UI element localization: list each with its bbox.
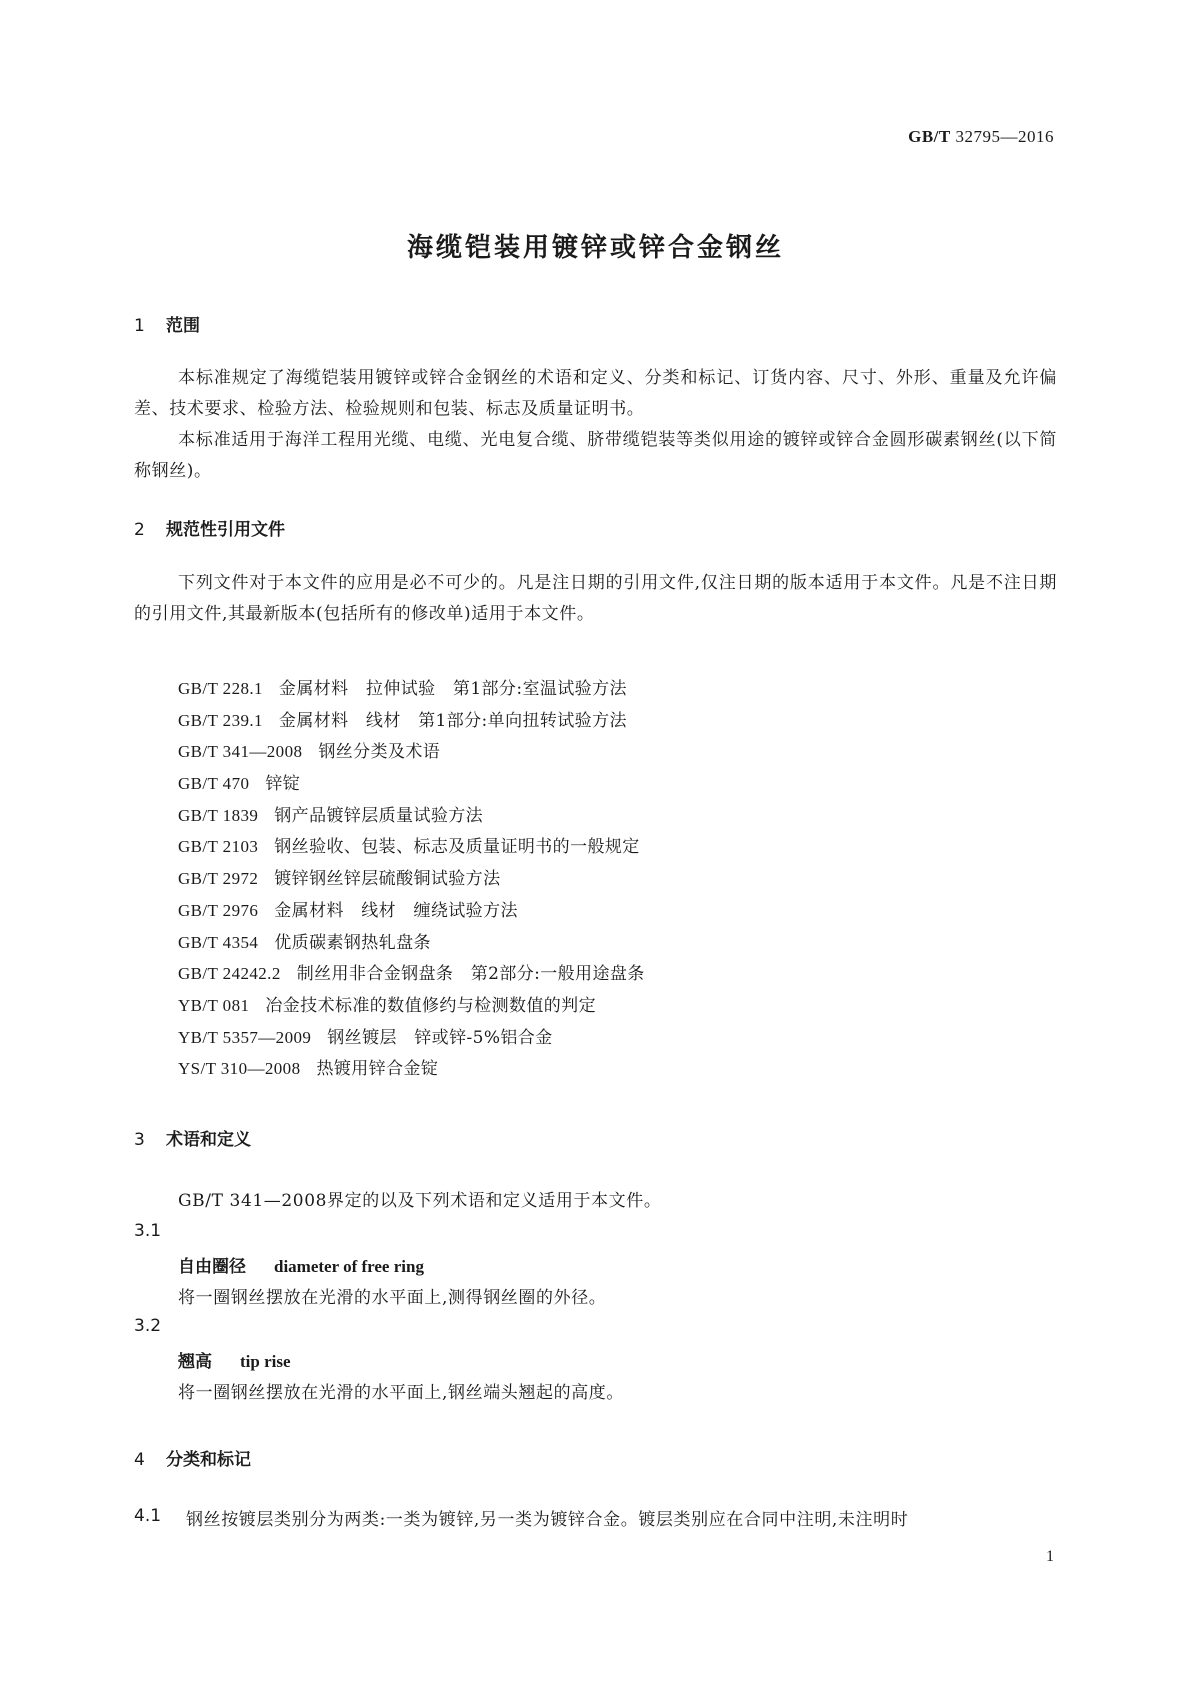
- reference-item: [178, 800, 645, 832]
- term-english: tip rise: [240, 1352, 291, 1371]
- reference-title: 镀锌钢丝锌层硫酸铜试验方法: [274, 869, 501, 890]
- term-heading: [178, 1252, 424, 1277]
- term-number: 3.1: [134, 1221, 162, 1241]
- term-chinese: 自由圈径: [178, 1257, 246, 1277]
- reference-code: GB/T 2972: [178, 869, 259, 889]
- reference-item: [178, 673, 645, 705]
- reference-item: [178, 1022, 645, 1054]
- section-title: 术语和定义: [166, 1130, 251, 1150]
- reference-title: 钢丝分类及术语: [318, 742, 441, 763]
- term-definition: 将一圈钢丝摆放在光滑的水平面上,钢丝端头翘起的高度。: [178, 1383, 625, 1403]
- reference-item: [178, 736, 645, 768]
- section-1-heading: [134, 311, 200, 336]
- reference-title: 优质碳素钢热轧盘条: [274, 932, 431, 953]
- section-number: 1: [134, 316, 145, 336]
- section-number: 2: [134, 520, 145, 540]
- reference-code: GB/T 24242.2: [178, 964, 281, 984]
- reference-title: 热镀用锌合金锭: [316, 1059, 439, 1080]
- document-title: 海缆铠装用镀锌或锌合金钢丝: [406, 233, 784, 263]
- reference-item: [178, 958, 645, 990]
- section-1-paragraph-1: 本标准规定了海缆铠装用镀锌或锌合金钢丝的术语和定义、分类和标记、订货内容、尺寸、外形、重量及允许偏差、技术要求、检验方法、检验规则和包装、标志及质量证明书。: [134, 368, 1057, 419]
- term-chinese: 翘高: [178, 1352, 212, 1372]
- reference-code: GB/T 341—2008: [178, 742, 303, 762]
- reference-item: [178, 1053, 645, 1085]
- reference-title: 锌锭: [265, 774, 301, 795]
- term-definition: 将一圈钢丝摆放在光滑的水平面上,测得钢丝圈的外径。: [178, 1288, 607, 1308]
- section-title: 分类和标记: [166, 1450, 251, 1470]
- reference-title: 金属材料 拉伸试验 第1部分:室温试验方法: [278, 679, 627, 699]
- reference-title: 制丝用非合金钢盘条 第2部分:一般用途盘条: [296, 964, 645, 985]
- section-2-heading: [134, 515, 285, 540]
- section-2-intro: 下列文件对于本文件的应用是必不可少的。凡是注日期的引用文件,仅注日期的版本适用于本文件。凡是不注日期的引用文件,其最新版本(包括所有的修改单)适用于本文件。: [134, 573, 1057, 624]
- reference-title: 冶金技术标准的数值修约与检测数值的判定: [265, 995, 596, 1016]
- section-number: 3: [134, 1130, 145, 1150]
- reference-item: [178, 863, 645, 895]
- section-title: 范围: [166, 316, 200, 336]
- reference-item: [178, 768, 645, 800]
- standard-number: 32795—2016: [955, 127, 1054, 146]
- section-number: 4: [134, 1450, 145, 1470]
- clause-text: 钢丝按镀层类别分为两类:一类为镀锌,另一类为镀锌合金。镀层类别应在合同中注明,未注明时: [186, 1510, 909, 1530]
- reference-item: [178, 831, 645, 863]
- page-number: 1: [1046, 1548, 1054, 1565]
- term-number: 3.2: [134, 1316, 162, 1336]
- reference-code: GB/T 2976: [178, 900, 259, 920]
- section-4-heading: [134, 1445, 251, 1470]
- reference-title: 金属材料 线材 缠绕试验方法: [274, 900, 518, 921]
- reference-title: 钢产品镀锌层质量试验方法: [274, 805, 484, 826]
- reference-code: GB/T 1839: [178, 805, 259, 825]
- reference-code: GB/T 228.1: [178, 679, 263, 698]
- normative-references-list: [178, 673, 645, 1085]
- reference-title: 钢丝镀层 锌或锌-5%铝合金: [327, 1027, 553, 1048]
- reference-code: GB/T 470: [178, 774, 250, 794]
- reference-code: YB/T 081: [178, 995, 250, 1015]
- reference-code: GB/T 239.1: [178, 710, 263, 730]
- section-1-paragraph-2: 本标准适用于海洋工程用光缆、电缆、光电复合缆、脐带缆铠装等类似用途的镀锌或锌合金圆形碳素钢丝(以下简称钢丝)。: [134, 430, 1057, 481]
- standard-code: [908, 127, 1054, 147]
- reference-code: YS/T 310—2008: [178, 1059, 301, 1079]
- reference-item: [178, 927, 645, 959]
- reference-item: [178, 990, 645, 1022]
- section-3-intro: GB/T 341—2008界定的以及下列术语和定义适用于本文件。: [178, 1191, 662, 1211]
- section-title: 规范性引用文件: [166, 520, 285, 540]
- standard-prefix: GB/T: [908, 127, 951, 146]
- reference-title: 钢丝验收、包装、标志及质量证明书的一般规定: [274, 837, 640, 858]
- clause-number: 4.1: [134, 1506, 162, 1526]
- reference-title: 金属材料 线材 第1部分:单向扭转试验方法: [278, 710, 627, 731]
- reference-code: GB/T 4354: [178, 932, 259, 952]
- reference-code: GB/T 2103: [178, 837, 259, 857]
- term-heading: [178, 1347, 291, 1372]
- reference-code: YB/T 5357—2009: [178, 1027, 312, 1047]
- section-3-heading: [134, 1125, 251, 1150]
- reference-item: [178, 895, 645, 927]
- reference-item: [178, 705, 645, 737]
- term-english: diameter of free ring: [274, 1257, 424, 1276]
